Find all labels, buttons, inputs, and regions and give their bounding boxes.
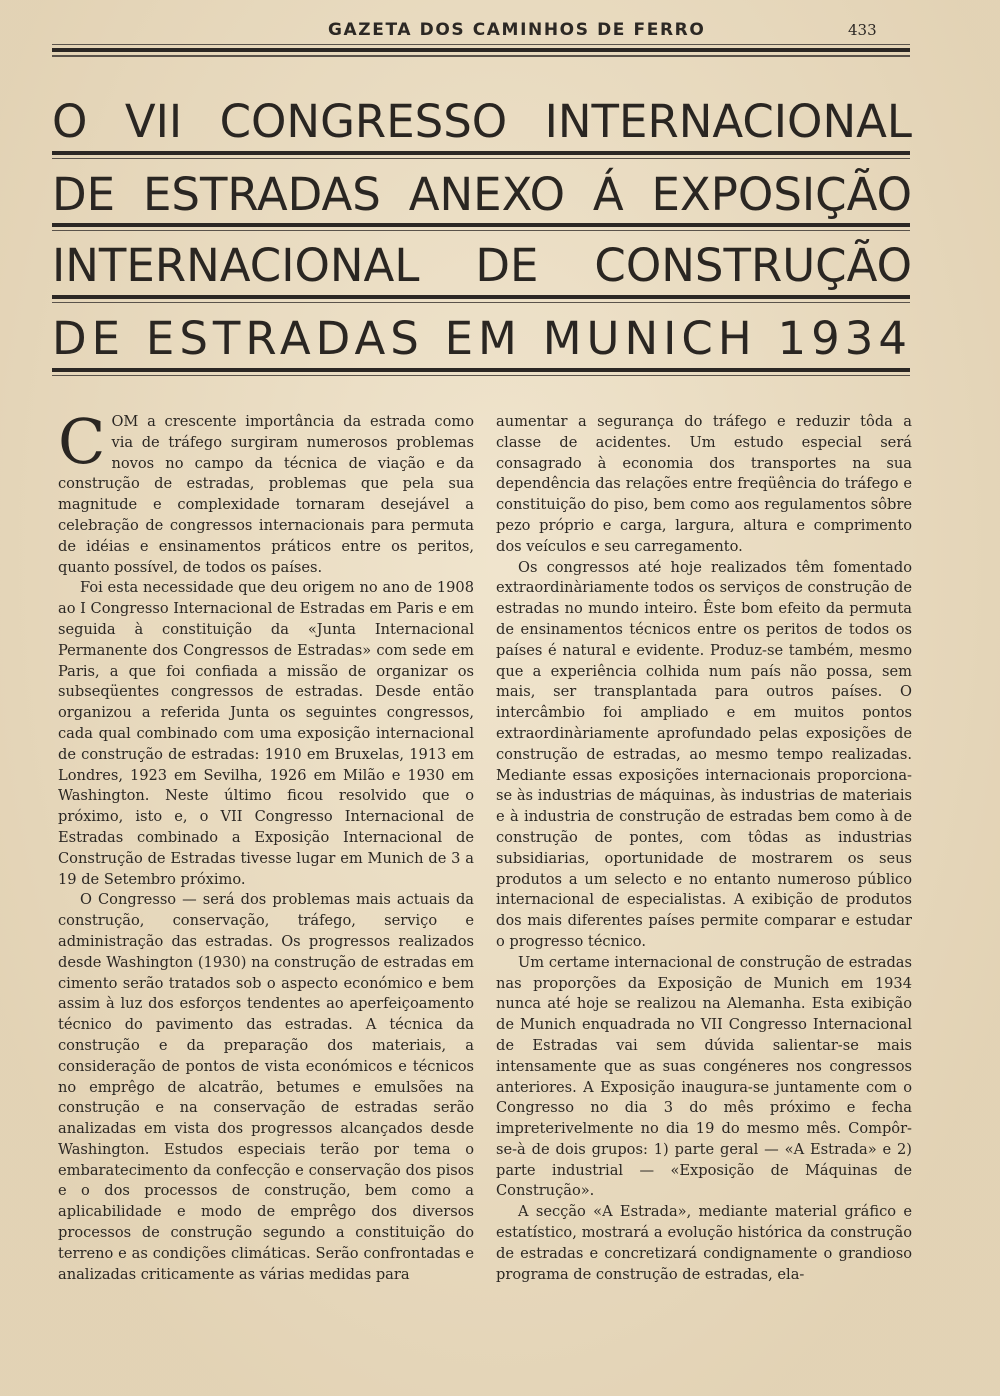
article-title-line: INTERNACIONAL DE CONSTRUÇÃO [52, 239, 912, 292]
header-rule [52, 48, 910, 52]
article-title-line: O VII CONGRESSO INTERNACIONAL [52, 95, 912, 148]
paragraph: A secção «A Estrada», mediante material gráfico e estatístico, mostrará a evolução histórica da construção de estradas e concretizará condignamente o grandioso programa de construção de estradas, ela- [496, 1203, 912, 1283]
article-title-line: DE ESTRADAS ANEXO Á EXPOSIÇÃO [52, 168, 912, 221]
title-rule [52, 302, 910, 303]
paragraph: Um certame internacional de construção de estradas nas proporções da Exposição de Munich em 1934 nunca até hoje se realizou na Alemanha. Esta exibição de Munich enquadrada no VII Congresso Internacional de Estradas vai sem dúvida salientar-se mais intensamente que as suas congéneres nos congressos anteriores. A Exposição inaugura-se juntamente com o Congresso no dia 3 do mês próximo e fecha impreterivelmente no dia 19 do mesmo mês. Compôr-se-à de dois grupos: 1) parte geral — «A Estrada» e 2) parte industrial — «Exposição de Máquinas de Construção». [496, 953, 912, 1200]
running-header [0, 20, 1000, 44]
title-rule [52, 223, 910, 227]
right-column [496, 412, 912, 1285]
article-title-line: DE ESTRADAS EM MUNICH 1934 [52, 312, 912, 365]
paragraph-text: OM a crescente importância da estrada como via de tráfego surgiram numerosos problemas novos no campo da técnica de viação e da construção de estradas, problemas que pela sua magnitude e complexidade tornaram desejável a celebração de congressos internacionais para permuta de idéias e ensinamentos práticos entre os peritos, quanto possível, de todos os países. [58, 413, 474, 576]
paragraph: Os congressos até hoje realizados têm fomentado extraordinàriamente todos os serviços de construção de estradas no mundo inteiro. Êste bom efeito da permuta de ensinamentos técnicos entre os peritos de todos os países é natural e evidente. Produz-se também, mesmo que a experiência colhida num país não possa, sem mais, ser transplantada para outros países. O intercâmbio foi ampliado e em muitos pontos extraordinàriamente aprofundado pelas exposições de construção de estradas, ao mesmo tempo realizadas. Mediante essas exposições internacionais proporciona-se às industrias de máquinas, às industrias de materiais e à industria de construção de estradas bem como à de construção de pontes, com tôdas as industrias subsidiarias, oportunidade de mostrarem os seus produtos a um selecto e no entanto numeroso público internacional de especialistas. A exibição de produtos dos mais diferentes países permite comparar e estudar o progresso técnico. [496, 558, 912, 950]
title-rule [52, 151, 910, 155]
header-rule [52, 44, 910, 45]
title-rule [52, 295, 910, 299]
page-number: 433 [848, 21, 877, 39]
paragraph [58, 405, 474, 578]
paragraph: O Congresso — será dos problemas mais actuais da construção, conservação, tráfego, serviço e administração das estradas. Os progressos realizados desde Washington (1930) na construção de estradas em cimento serão tratados sob o aspecto económico e bem assim à luz dos esforços tendentes ao aperfeiçoamento técnico do pavimento das estradas. A técnica da construção e da preparação dos materiais, a consideração de pontos de vista económicos e técnicos no emprêgo de alcatrão, betumes e emulsões na construção e na conservação de estradas serão analizadas em vista dos progressos alcançados desde Washington. Estudos especiais terão por tema o embaratecimento da confecção e conservação dos pisos e o dos processos de construção, bem como a aplicabilidade e modo de emprêgo dos diversos processos de construção segundo a constituição do terreno e as condições climáticas. Serão confrontadas e analizadas criticamente as várias medidas para [58, 891, 474, 1283]
left-column [58, 405, 474, 1285]
drop-cap: C [58, 405, 106, 478]
paragraph: aumentar a segurança do tráfego e reduzir tôda a classe de acidentes. Um estudo especial será consagrado à economia dos transportes na sua dependência das relações entre freqüência do tráfego e constituição do piso, bem como aos regulamentos sôbre pezo próprio e carga, largura, altura e comprimento dos veículos e seu carregamento. [496, 413, 912, 555]
paragraph: Foi esta necessidade que deu origem no ano de 1908 ao I Congresso Internacional de Estradas em Paris e em seguida à constituição da «Junta Internacional Permanente dos Congressos de Estradas» com sede em Paris, a que foi confiada a missão de organizar os subseqüentes congressos de estradas. Desde então organizou a referida Junta os seguintes congressos, cada qual combinado com uma exposição internacional de construção de estradas: 1910 em Bruxelas, 1913 em Londres, 1923 em Sevilha, 1926 em Milão e 1930 em Washington. Neste último ficou resolvido que o próximo, isto e, o VII Congresso Internacional de Estradas combinado a Exposição Internacional de Construção de Estradas tivesse lugar em Munich de 3 a 19 de Setembro próximo. [58, 579, 474, 888]
title-rule [52, 158, 910, 159]
title-rule [52, 230, 910, 231]
header-rule [52, 55, 910, 57]
title-rule [52, 368, 910, 372]
title-rule [52, 375, 910, 376]
journal-title: GAZETA DOS CAMINHOS DE FERRO [328, 20, 706, 40]
